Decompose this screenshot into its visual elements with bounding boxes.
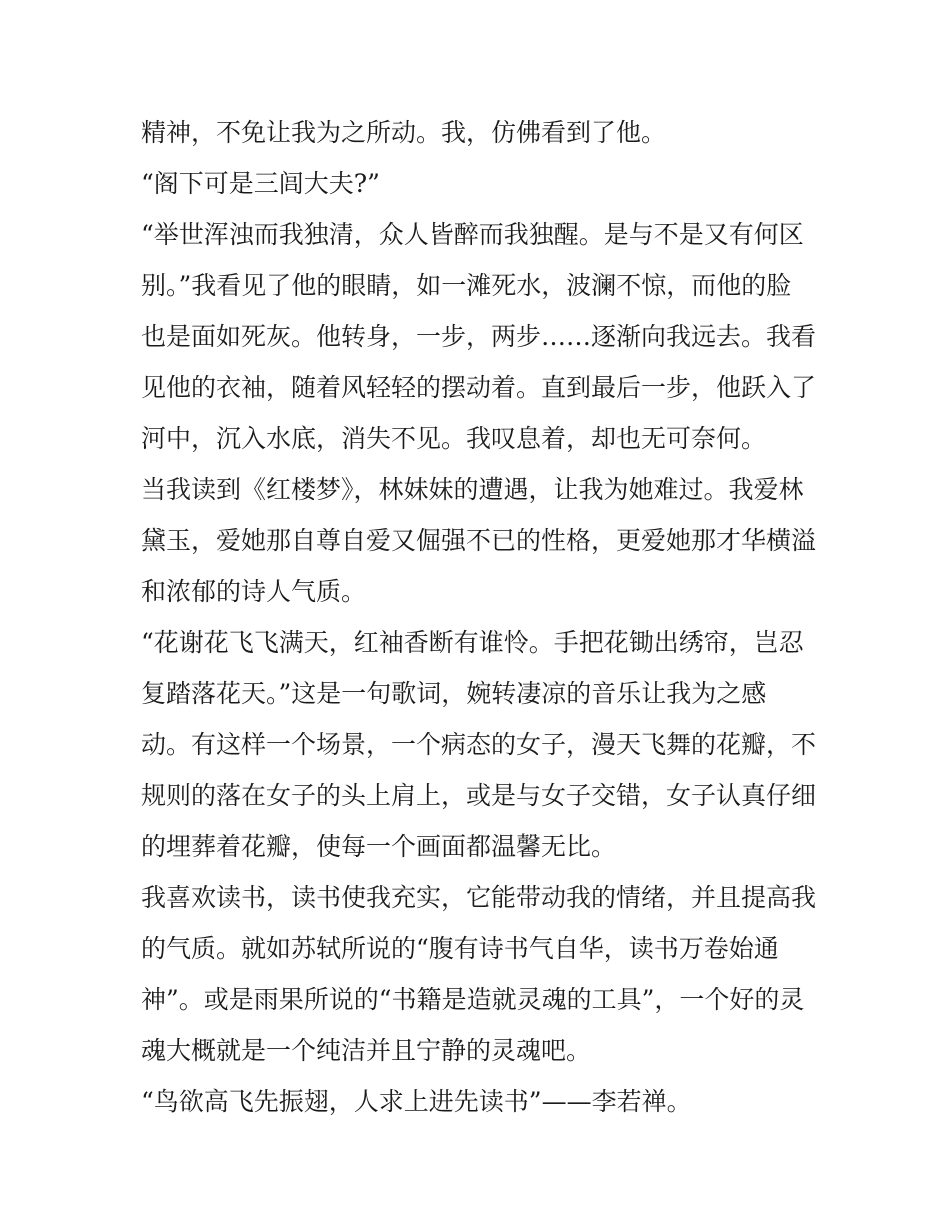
text-line: 和浓郁的诗人气质。 [141, 577, 367, 606]
text-line: 黛玉，爱她那自尊自爱又倔强不已的性格，更爱她那才华横溢 [141, 526, 817, 555]
text-line: “举世浑浊而我独清，众人皆醉而我独醒。是与不是又有何区 [141, 220, 804, 249]
text-line: “花谢花飞飞满天，红袖香断有谁怜。手把花锄出绣帘，岂忍 [141, 628, 804, 657]
text-line: 的埋葬着花瓣，使每一个画面都温馨无比。 [141, 832, 617, 861]
document-body [141, 107, 821, 1127]
text-line: 当我读到《红楼梦》，林妹妹的遭遇，让我为她难过。我爱林 [141, 475, 804, 504]
text-line: “阁下可是三闾大夫?” [141, 169, 380, 198]
text-line: 我喜欢读书，读书使我充实，它能带动我的情绪，并且提高我 [141, 883, 817, 912]
text-line: 动。有这样一个场景，一个病态的女子，漫天飞舞的花瓣，不 [141, 730, 817, 759]
text-line: 别。”我看见了他的眼睛，如一滩死水，波澜不惊，而他的脸 [141, 271, 792, 300]
text-line: “鸟欲高飞先振翅，人求上进先读书”——李若禅。 [141, 1087, 692, 1116]
text-line: 神”。或是雨果所说的“书籍是造就灵魂的工具”，一个好的灵 [141, 985, 805, 1014]
text-line: 也是面如死灰。他转身，一步，两步……逐渐向我远去。我看 [141, 322, 817, 351]
text-line: 规则的落在女子的头上肩上，或是与女子交错，女子认真仔细 [141, 781, 817, 810]
text-line: 的气质。就如苏轼所说的“腹有诗书气自华，读书万卷始通 [141, 934, 779, 963]
text-line: 复踏落花天。”这是一句歌词，婉转凄凉的音乐让我为之感 [141, 679, 767, 708]
text-line: 河中，沉入水底，消失不见。我叹息着，却也无可奈何。 [141, 424, 767, 453]
text-line: 精神，不免让我为之所动。我，仿佛看到了他。 [141, 118, 667, 147]
text-line: 魂大概就是一个纯洁并且宁静的灵魂吧。 [141, 1036, 592, 1065]
text-line: 见他的衣袖，随着风轻轻的摆动着。直到最后一步，他跃入了 [141, 373, 817, 402]
